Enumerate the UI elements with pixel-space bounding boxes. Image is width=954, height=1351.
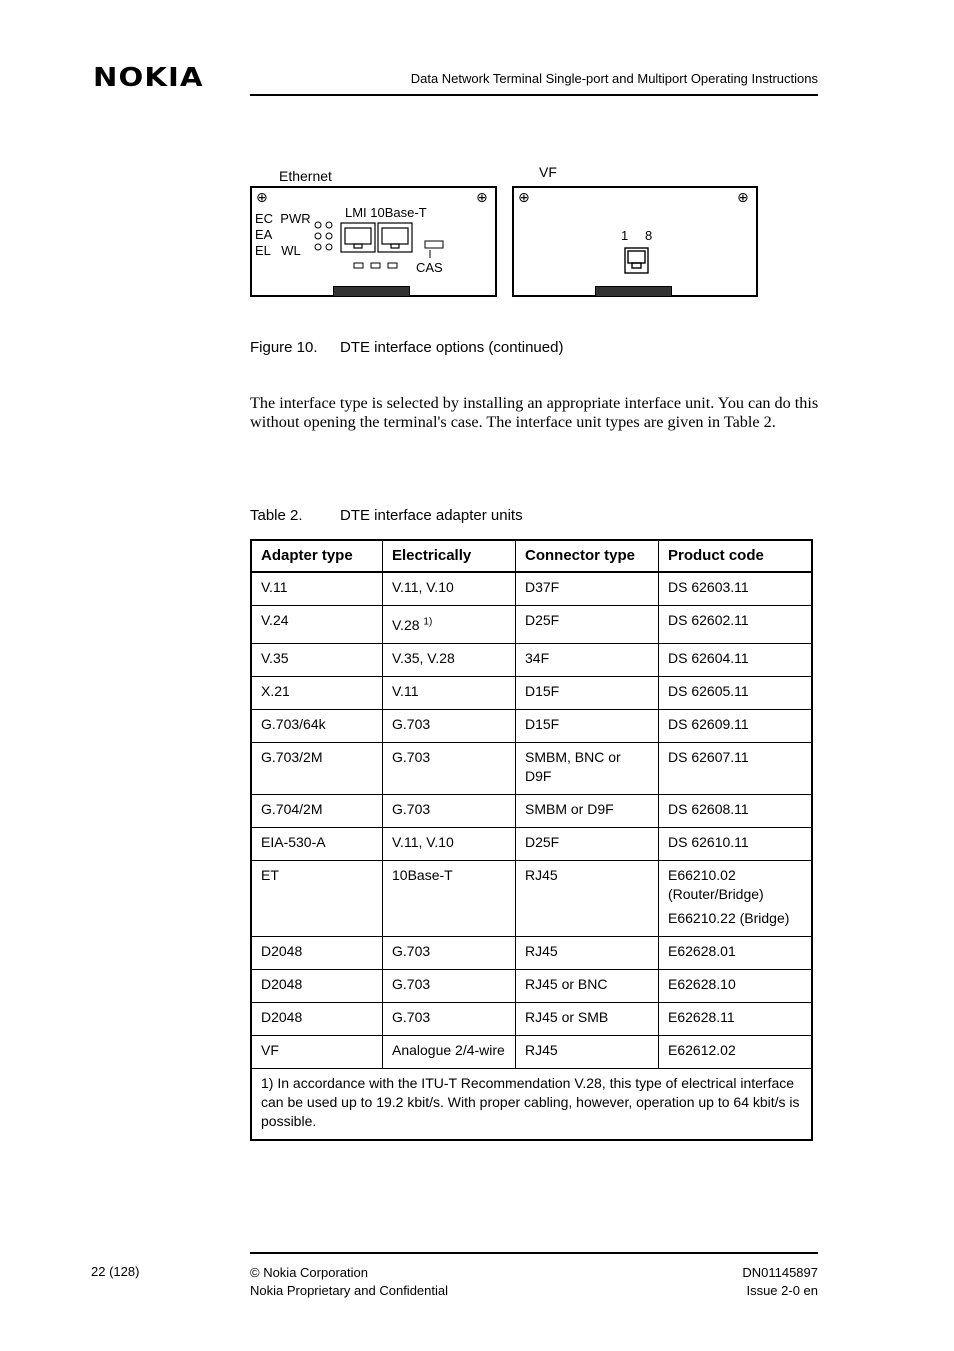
cas-switch-icon [424, 240, 446, 260]
header-product-code: Product code [659, 540, 813, 572]
cell-product-code: DS 62604.11 [659, 644, 813, 677]
led-indicators-icon [314, 220, 336, 254]
ethernet-label: Ethernet [279, 168, 332, 184]
copyright: © Nokia Corporation [250, 1265, 368, 1280]
cell-connector: D15F [516, 710, 659, 743]
cell-electrical-text: V.28 [392, 617, 420, 633]
cell-connector: 34F [516, 644, 659, 677]
cell-adapter: D2048 [251, 937, 383, 970]
cell-adapter: VF [251, 1036, 383, 1069]
rj45-ports-icon [340, 222, 414, 254]
footer-rule [250, 1252, 818, 1254]
cell-electrical: G.703 [383, 937, 516, 970]
footer-right [600, 1264, 818, 1300]
table-row [251, 1036, 812, 1069]
table-header-row [251, 540, 812, 572]
cell-electrical: V.11, V.10 [383, 828, 516, 861]
led-labels-row1: EC PWR [255, 211, 311, 226]
cell-product-code: DS 62605.11 [659, 677, 813, 710]
cell-adapter: G.703/2M [251, 743, 383, 795]
vf-panel [512, 186, 758, 297]
screw-icon: ⊕ [256, 190, 268, 206]
table-row [251, 606, 812, 644]
rj45-port-icon [624, 247, 650, 275]
cell-connector: SMBM or D9F [516, 795, 659, 828]
document-number: DN01145897 [742, 1265, 818, 1280]
mounting-bar [333, 286, 410, 297]
cell-electrical: G.703 [383, 970, 516, 1003]
cell-connector: RJ45 or SMB [516, 1003, 659, 1036]
cell-electrical: 10Base-T [383, 861, 516, 937]
cell-adapter: G.704/2M [251, 795, 383, 828]
body-paragraph: The interface type is selected by installing an appropriate interface unit. You can do this without opening the terminal's case. The interface unit types are given in Table 2. [250, 394, 819, 431]
screw-icon: ⊕ [518, 190, 530, 206]
adapter-units-table [250, 539, 813, 1141]
cell-connector: D25F [516, 606, 659, 644]
led-labels-row3: EL WL [255, 243, 301, 258]
cell-product-code: E62612.02 [659, 1036, 813, 1069]
table-row [251, 644, 812, 677]
document-title: Data Network Terminal Single-port and Multiport Operating Instructions [410, 71, 818, 86]
confidentiality: Nokia Proprietary and Confidential [250, 1283, 448, 1298]
cell-connector: RJ45 [516, 1036, 659, 1069]
product-code-router-bridge: E66210.02 (Router/Bridge) [668, 867, 764, 902]
led-labels-row2: EA [255, 227, 273, 242]
footer-left [250, 1264, 448, 1300]
footnote-mark: 1) [423, 616, 433, 628]
nokia-logo: NOKIA [93, 63, 204, 93]
issue: Issue 2-0 en [746, 1283, 818, 1298]
pin-8-label: 8 [645, 228, 653, 243]
figure-number: Figure 10. [250, 339, 318, 356]
cell-connector: D15F [516, 677, 659, 710]
cell-adapter: X.21 [251, 677, 383, 710]
cell-product-code [659, 861, 813, 937]
cell-electrical: G.703 [383, 743, 516, 795]
cell-product-code: E62628.11 [659, 1003, 813, 1036]
table-caption-text: DTE interface adapter units [340, 507, 523, 524]
table-row [251, 677, 812, 710]
page-number: 22 (128) [91, 1264, 140, 1279]
cell-product-code: DS 62603.11 [659, 572, 813, 606]
header-adapter-type: Adapter type [251, 540, 383, 572]
cell-electrical [383, 606, 516, 644]
cell-connector: RJ45 or BNC [516, 970, 659, 1003]
figure-caption-text: DTE interface options (continued) [340, 339, 564, 356]
ethernet-panel [250, 186, 497, 297]
cell-product-code: DS 62609.11 [659, 710, 813, 743]
cell-adapter: V.24 [251, 606, 383, 644]
cell-electrical: G.703 [383, 795, 516, 828]
port-leds-icon [353, 262, 399, 270]
cell-adapter: D2048 [251, 970, 383, 1003]
mounting-bar [595, 286, 672, 297]
cell-connector: RJ45 [516, 937, 659, 970]
cell-product-code: DS 62602.11 [659, 606, 813, 644]
table-row [251, 970, 812, 1003]
cell-connector: SMBM, BNC or D9F [516, 743, 659, 795]
cell-product-code: DS 62607.11 [659, 743, 813, 795]
header-rule [250, 94, 818, 96]
screw-icon: ⊕ [476, 190, 488, 206]
table-row [251, 937, 812, 970]
cell-product-code: E62628.01 [659, 937, 813, 970]
cell-connector: D25F [516, 828, 659, 861]
table-row [251, 861, 812, 937]
figure-caption [250, 339, 563, 356]
table-row [251, 795, 812, 828]
product-code-bridge: E66210.22 (Bridge) [668, 910, 790, 926]
cell-product-code: E62628.10 [659, 970, 813, 1003]
table-caption [250, 507, 523, 524]
cell-electrical: V.35, V.28 [383, 644, 516, 677]
header-electrically: Electrically [383, 540, 516, 572]
cell-electrical: G.703 [383, 1003, 516, 1036]
lmi-port-label: LMI 10Base-T [345, 205, 427, 220]
cell-adapter: V.35 [251, 644, 383, 677]
cell-electrical: V.11, V.10 [383, 572, 516, 606]
screw-icon: ⊕ [737, 190, 749, 206]
cell-adapter: D2048 [251, 1003, 383, 1036]
cell-product-code: DS 62608.11 [659, 795, 813, 828]
cas-label: CAS [416, 260, 443, 275]
cell-product-code: DS 62610.11 [659, 828, 813, 861]
cell-electrical: G.703 [383, 710, 516, 743]
pin-1-label: 1 [621, 228, 629, 243]
table-row [251, 828, 812, 861]
table-row [251, 572, 812, 606]
table-row [251, 710, 812, 743]
cell-adapter: ET [251, 861, 383, 937]
table-number: Table 2. [250, 507, 303, 524]
table-row [251, 1003, 812, 1036]
table-row [251, 743, 812, 795]
table-footnote-row [251, 1069, 812, 1141]
cell-electrical: V.11 [383, 677, 516, 710]
cell-adapter: G.703/64k [251, 710, 383, 743]
cell-adapter: EIA-530-A [251, 828, 383, 861]
vf-label: VF [539, 164, 557, 180]
cell-electrical: Analogue 2/4-wire [383, 1036, 516, 1069]
cell-adapter: V.11 [251, 572, 383, 606]
header-connector-type: Connector type [516, 540, 659, 572]
table-footnote: 1) In accordance with the ITU-T Recommendation V.28, this type of electrical interface can be used up to 19.2 kbit/s. With proper cabling, however, operation up to 64 kbit/s is possible. [251, 1069, 812, 1141]
cell-connector: D37F [516, 572, 659, 606]
cell-connector: RJ45 [516, 861, 659, 937]
